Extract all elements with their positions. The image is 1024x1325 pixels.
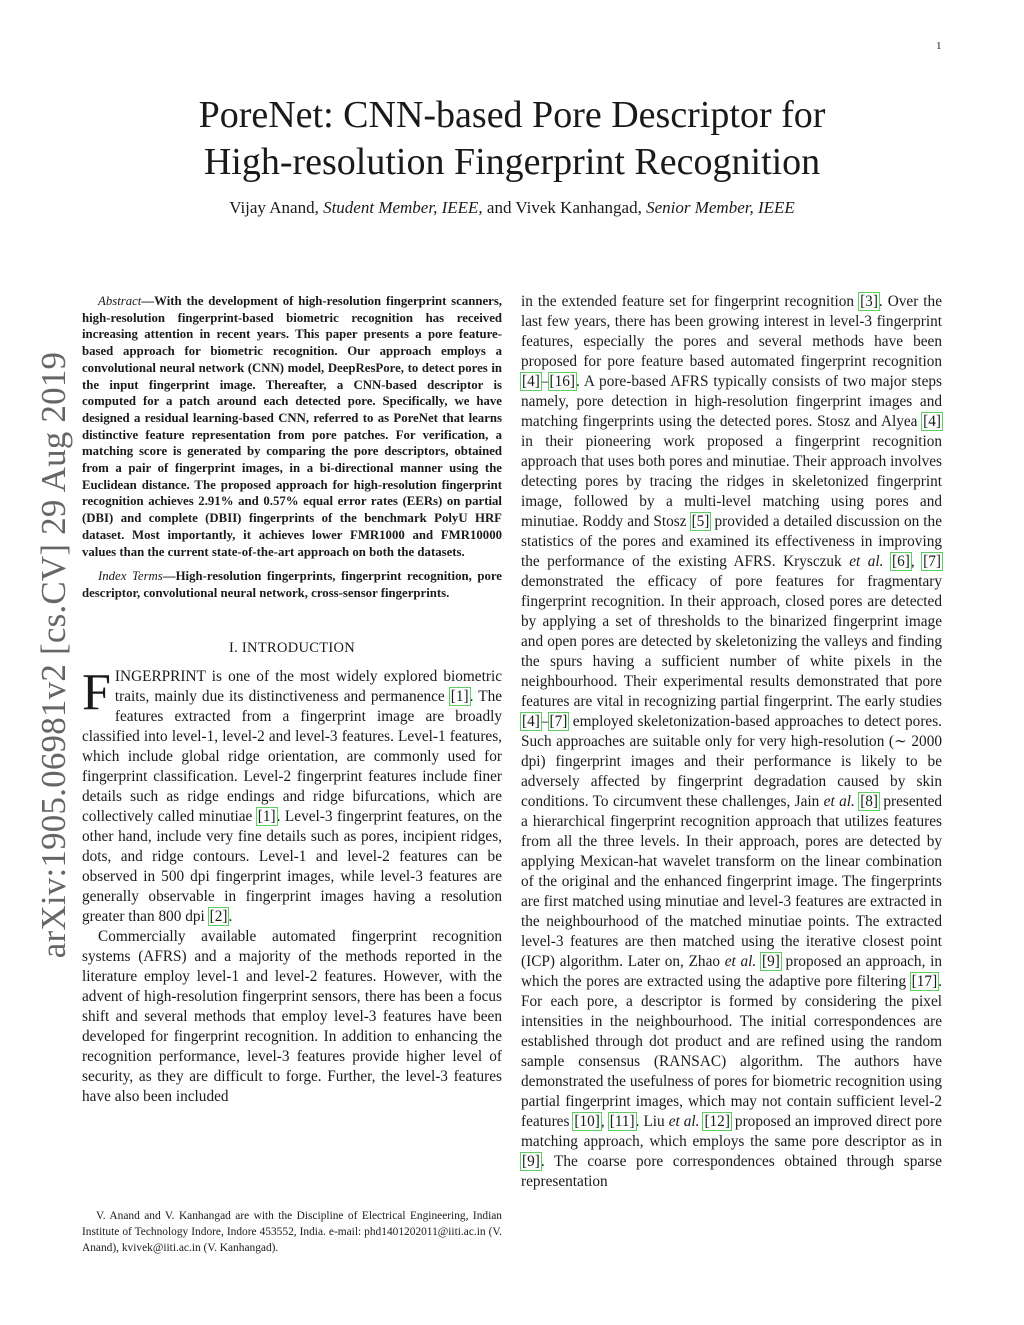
intro-paragraph-2: Commercially available automated fingerprint recognition systems (AFRS) and a majority of the methods reported in the literature employ level-1 and level-2 features. However, with the advent of high-resolution fingerprint sensors, there has been a focus shift and several methods that employ level-3 features have been developed for fingerprint recognition. In addition to enhancing the recognition performance, level-3 features provide higher level of security, as they are difficult to forge. Further, the level-3 features have also been included <box>82 927 502 1105</box>
index-terms-text: —High-resolution fingerprints, fingerprint recognition, pore descriptor, convolutional neural network, cross-sensor fingerprints. <box>82 569 502 600</box>
body-text: . Over the last few years, there has been growing interest in level-3 fingerprint features, especially the pores and several methods have been proposed for pore feature based automated fingerprint recognition <box>521 293 942 370</box>
citation-link[interactable]: [6] <box>891 553 910 570</box>
citation-link[interactable]: [4] <box>522 713 540 730</box>
et-al: et al. <box>849 553 884 570</box>
citation-link[interactable]: [3] <box>860 293 878 310</box>
author-line <box>100 198 924 218</box>
citation-link[interactable]: [17] <box>911 973 938 990</box>
drop-cap: F <box>82 663 111 721</box>
body-text: . For each pore, a descriptor is formed by considering the pixel intensities in the neighbourhood. The initial correspondences are established through dot product and are refined using the random sample consensus (RANSAC) algorithm. The authors have demonstrated the usefulness of pores for biometric recognition using partial fingerprint images, which may not contain sufficient level-2 features <box>521 973 942 1130</box>
body-text: . Liu <box>635 1113 669 1130</box>
right-column-paragraph <box>521 292 942 1192</box>
body-text: proposed an approach, in which the pores are extracted using the adaptive pore filtering <box>521 953 943 990</box>
intro-text: INGERPRINT is one of the most widely explored biometric traits, mainly due its distinctiveness and permanence <box>114 667 502 705</box>
title-line-2: High-resolution Fingerprint Recognition <box>203 141 821 183</box>
body-text: demonstrated the efficacy of pore features for fragmentary fingerprint recognition. In their approach, closed pores are detected by applying a set of thresholds to the binarized fingerprint image and open pores are detected by skeletonizing the valleys and finding the spurs having a sufficient number of white pixels in the neighbourhood. Their experimental results demonstrated that pore features are vital in recognizing partial fingerprint. The early studies <box>521 573 942 710</box>
citation-link[interactable]: [7] <box>923 553 941 570</box>
body-text: , <box>600 1113 609 1130</box>
footnote: V. Anand and V. Kanhangad are with the Discipline of Electrical Engineering, Indian Institute of Technology Indore, Indore 453552, India. e-mail: phd1401202011@iiti.ac.in (V. Anand), kvivek@iiti.ac.in (V. Kanhangad). <box>82 1210 502 1254</box>
body-text: employed skeletonization-based approaches to detect pores. Such approaches are suitable only for very high-resolution (∼ 2000 dpi) fingerprint images and their performance is likely to be adversely affected by fingerprint degradation caused by skin conditions. To circumvent these challenges, Jain <box>521 713 942 810</box>
et-al: et al. <box>668 1113 700 1130</box>
right-column <box>521 292 942 1192</box>
citation-link[interactable]: [1] <box>450 687 469 705</box>
citation-link[interactable]: [2] <box>209 907 228 925</box>
citation-link[interactable]: [12] <box>704 1113 730 1130</box>
section-heading: I. INTRODUCTION <box>228 639 356 656</box>
citation-link[interactable]: [8] <box>860 793 879 810</box>
body-text: proposed an improved direct pore matching approach, which employs the same pore descriptor as in <box>521 1113 943 1150</box>
title-line-1: PoreNet: CNN-based Pore Descriptor for <box>198 94 826 136</box>
citation-link[interactable]: [16] <box>549 373 575 390</box>
index-terms-label: Index Terms <box>98 569 163 584</box>
citation-link[interactable]: [4] <box>522 373 540 390</box>
page-number: 1 <box>936 40 942 52</box>
citation-link[interactable]: [9] <box>761 953 780 970</box>
et-al: et al. <box>823 793 855 810</box>
body-text: provided a detailed discussion on the statistics of the pores and examined its effectiveness in improving the performance of the existing AFRS. Krysczuk <box>521 513 942 570</box>
citation-link[interactable]: [7] <box>549 713 568 730</box>
index-terms <box>82 568 502 601</box>
intro-text: . The features extracted from a fingerprint image are broadly classified into level-1, level-2 and level-3 features. Level-1 features, which include global ridge orientation, are commonly used for fingerprint classification. Level-2 fingerprint features include finer details such as ridge endings and ridge bifurcations, which are collectively called minutiae <box>82 687 503 825</box>
intro-text: . Level-3 fingerprint features, on the other hand, include very fine details such as pores, incipient ridges, dots, and ridge contours. Level-1 and level-2 features can be observed in 500 dpi fingerprint images, while level-3 features are generally observable in fingerprint images having a resolution greater than 800 dpi <box>82 807 502 925</box>
abstract <box>82 293 502 560</box>
left-column <box>82 293 502 1107</box>
author-1-role: Student Member, IEEE, <box>323 198 483 217</box>
citation-link[interactable]: [9] <box>522 1153 540 1170</box>
body-text: in their pioneering work proposed a fingerprint recognition approach that uses both pores and minutiae. Their approach involves detecting pores by tracing the ridges in skeletonized fingerprint image, followed by a multi-level matching using pores and minutiae. Roddy and Stosz <box>521 433 942 530</box>
author-1: Vijay Anand, <box>229 198 319 217</box>
abstract-text: —With the development of high-resolution fingerprint scanners, high-resolution fingerprint-based biometric recognition has received increasing attention in recent years. This paper presents a pore feature-based approach for biometric recognition. Our approach employs a convolutional neural network (CNN) model, DeepResPore, to detect pores in the input fingerprint image. Thereafter, a CNN-based descriptor is computed for a patch around each detected pore. Specifically, we have designed a residual learning-based CNN, referred to as PoreNet that learns distinctive feature representation from pore patches. For verification, a matching score is generated by comparing the pore descriptors, obtained from a pair of fingerprint images, in a bi-directional manner using the Euclidean distance. The proposed approach for high-resolution fingerprint recognition achieves 2.91% and 0.57% equal error rates (EERs) on partial (DBI) and complete (DBII) fingerprints of the benchmark PolyU HRF dataset. Most importantly, it achieves lower FMR1000 and FMR10000 values than the current state-of-the-art approach on both the datasets. <box>82 294 502 559</box>
paper-title <box>100 92 924 186</box>
body-text <box>883 553 891 570</box>
body-text: , <box>910 553 923 570</box>
intro-text: . <box>228 907 233 925</box>
abstract-label: Abstract <box>98 294 142 308</box>
body-text: – <box>540 713 549 730</box>
author-conjunction: and Vivek Kanhangad, <box>486 198 642 217</box>
intro-paragraph-1 <box>82 663 503 927</box>
body-text: presented a hierarchical fingerprint recognition approach that utilizes features from all the three levels. In their approach, pores are detected by applying Mexican-hat wavelet transform on the linear combination of the original and the enhanced fingerprint image. The fingerprints are first matched using minutiae and level-3 features are extracted in the neighbourhood of the matched minutiae points. The extracted level-3 features are then matched using the iterative closest point (ICP) algorithm. Later on, Zhao <box>521 793 943 970</box>
arxiv-stamp <box>34 351 74 959</box>
body-text: – <box>540 373 549 390</box>
body-text: in the extended feature set for fingerprint recognition <box>521 293 860 310</box>
et-al: et al. <box>724 953 757 970</box>
body-text: . A pore-based AFRS typically consists of two major steps namely, pore detection in high-resolution fingerprint images and matching fingerprints using the detected pores. Stosz and Alyea <box>521 373 942 430</box>
citation-link[interactable]: [4] <box>923 413 941 430</box>
author-2-role: Senior Member, IEEE <box>646 198 795 217</box>
body-text: . The coarse pore correspondences obtained through sparse representation <box>521 1153 942 1190</box>
citation-link[interactable]: [5] <box>691 513 710 530</box>
citation-link[interactable]: [10] <box>574 1113 600 1130</box>
citation-link[interactable]: [1] <box>257 807 276 825</box>
arxiv-stamp-text: arXiv:1905.06981v2 [cs.CV] 29 Aug 2019 <box>34 351 74 959</box>
citation-link[interactable]: [11] <box>609 1113 635 1130</box>
